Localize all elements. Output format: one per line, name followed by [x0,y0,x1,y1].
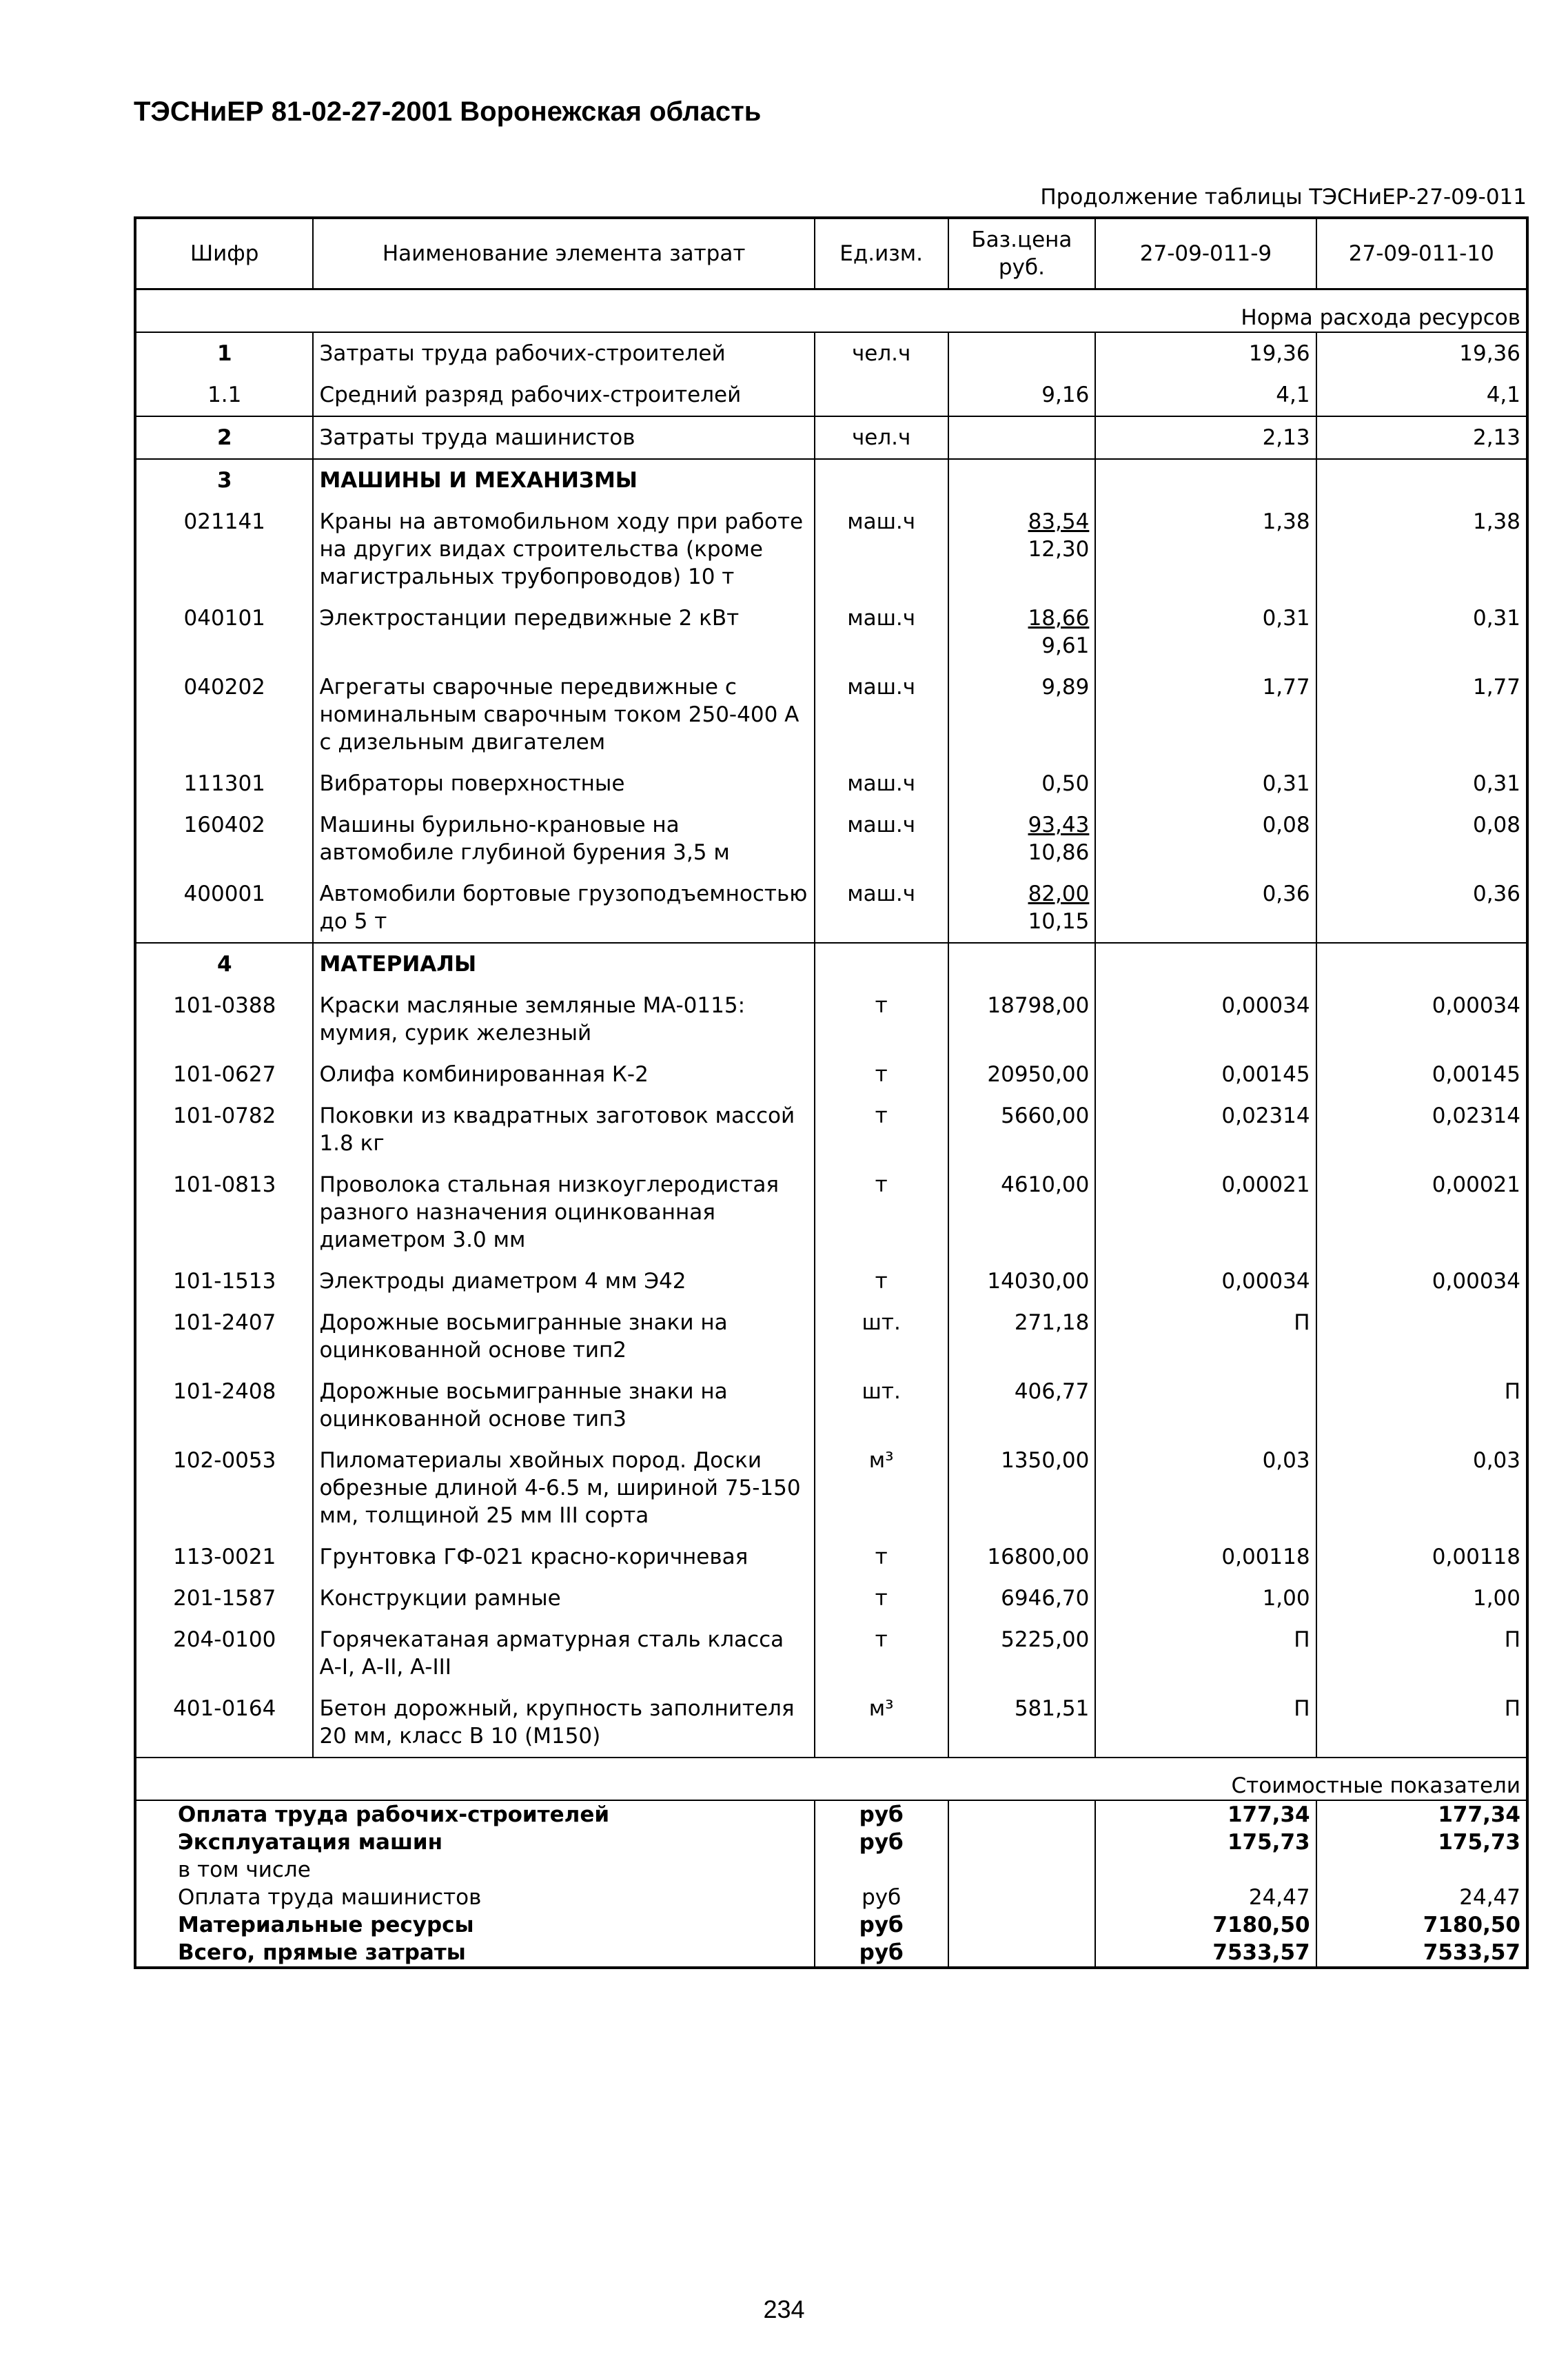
resource-code: 101-0813 [135,1164,313,1261]
total-name: Оплата труда машинистов [135,1884,815,1911]
resource-norms-table [134,216,1529,1969]
table-row [135,598,1527,666]
resource-name: Электроды диаметром 4 мм Э42 [313,1261,814,1302]
resource-code: 101-2408 [135,1371,313,1440]
unit: т [815,985,948,1054]
page-number: 234 [763,2295,805,2323]
price-value: 18,66 [1028,606,1090,631]
table-row [135,666,1527,763]
norm-27-09-011-9: П [1095,1302,1316,1371]
empty-cell [948,943,1096,985]
norm-27-09-011-10: 0,00034 [1316,985,1527,1054]
empty-cell [1316,943,1527,985]
norm-27-09-011-10: 1,00 [1316,1578,1527,1619]
resource-name: Вибраторы поверхностные [313,763,814,804]
resource-name: Затраты труда машинистов [313,416,814,459]
unit: маш.ч [815,501,948,598]
empty-cell [1316,459,1527,501]
total-row [135,1856,1527,1884]
resource-name: Средний разряд рабочих-строителей [313,374,814,416]
price-value: 20950,00 [987,1062,1090,1087]
price-value: 18798,00 [987,993,1090,1018]
base-price [948,501,1096,598]
table-row [135,804,1527,873]
resource-name: МАТЕРИАЛЫ [313,943,814,985]
resource-name: Краны на автомобильном ходу при работе на других видах строительства (кроме магистральных трубопроводов) 10 т [313,501,814,598]
table-row [135,1302,1527,1371]
total-row [135,1939,1527,1968]
total-27-09-011-10: 177,34 [1316,1800,1527,1829]
base-price [948,1095,1096,1164]
unit: м³ [815,1440,948,1536]
total-name: Оплата труда рабочих-строителей [135,1800,815,1829]
unit: маш.ч [815,598,948,666]
price-labor-value: 9,61 [1041,633,1090,658]
base-price [948,1164,1096,1261]
total-name: Эксплуатация машин [135,1829,815,1856]
table-row [135,1536,1527,1578]
base-price [948,332,1096,374]
norm-27-09-011-10: 0,36 [1316,873,1527,943]
price-value: 406,77 [1014,1379,1090,1404]
norm-27-09-011-9: 0,00034 [1095,985,1316,1054]
empty-cell [948,1800,1096,1829]
total-row [135,1829,1527,1856]
price-value: 5660,00 [1001,1103,1090,1128]
price-value: 271,18 [1014,1310,1090,1335]
table-row [135,1619,1527,1688]
norm-27-09-011-10: 0,02314 [1316,1095,1527,1164]
section-row [135,459,1527,501]
resource-name: Краски масляные земляные МА-0115: мумия, сурик железный [313,985,814,1054]
table-row [135,416,1527,459]
table-row [135,1095,1527,1164]
norm-27-09-011-10 [1316,1302,1527,1371]
unit: чел.ч [815,416,948,459]
total-unit [815,1856,948,1884]
total-27-09-011-10: 175,73 [1316,1829,1527,1856]
table-row [135,374,1527,416]
resource-code: 101-2407 [135,1302,313,1371]
unit: маш.ч [815,873,948,943]
base-price [948,1619,1096,1688]
total-27-09-011-9: 177,34 [1095,1800,1316,1829]
cost-band-row [135,1758,1527,1800]
unit: чел.ч [815,332,948,374]
unit: шт. [815,1371,948,1440]
price-value: 14030,00 [987,1269,1090,1294]
column-header: Ед.изм. [815,218,948,289]
table-row [135,763,1527,804]
empty-cell [815,459,948,501]
base-price [948,1688,1096,1758]
total-27-09-011-9: 24,47 [1095,1884,1316,1911]
table-row [135,1578,1527,1619]
section-row [135,943,1527,985]
norm-27-09-011-10: 1,38 [1316,501,1527,598]
norm-27-09-011-9: 0,00034 [1095,1261,1316,1302]
base-price [948,374,1096,416]
resource-code: 040202 [135,666,313,763]
price-labor-value: 10,15 [1028,909,1090,934]
price-value: 9,16 [1041,383,1090,407]
total-row [135,1800,1527,1829]
table-row [135,332,1527,374]
norm-27-09-011-10: 19,36 [1316,332,1527,374]
norm-27-09-011-9: 0,00118 [1095,1536,1316,1578]
unit: т [815,1536,948,1578]
norm-27-09-011-10: 4,1 [1316,374,1527,416]
price-value: 16800,00 [987,1545,1090,1569]
unit: т [815,1619,948,1688]
table-row [135,873,1527,943]
total-unit: руб [815,1829,948,1856]
norm-27-09-011-9: 0,08 [1095,804,1316,873]
empty-cell [948,1939,1096,1968]
norma-label: Норма расхода ресурсов [135,289,1527,333]
norm-27-09-011-9 [1095,1371,1316,1440]
base-price [948,1302,1096,1371]
empty-cell [815,943,948,985]
norm-27-09-011-9: 0,00021 [1095,1164,1316,1261]
table-row [135,1371,1527,1440]
base-price [948,985,1096,1054]
base-price [948,1536,1096,1578]
base-price [948,1054,1096,1095]
resource-name: Олифа комбинированная К-2 [313,1054,814,1095]
unit: маш.ч [815,763,948,804]
column-header: 27-09-011-10 [1316,218,1527,289]
total-27-09-011-10 [1316,1856,1527,1884]
norm-27-09-011-9: 0,31 [1095,598,1316,666]
resource-name: Горячекатаная арматурная сталь класса А-I, А-II, А-III [313,1619,814,1688]
norm-27-09-011-9: 2,13 [1095,416,1316,459]
unit [815,374,948,416]
total-27-09-011-9 [1095,1856,1316,1884]
norm-27-09-011-9: П [1095,1619,1316,1688]
total-row [135,1911,1527,1939]
resource-name: Проволока стальная низкоуглеродистая разного назначения оцинкованная диаметром 3.0 мм [313,1164,814,1261]
base-price [948,873,1096,943]
norm-27-09-011-9: 1,00 [1095,1578,1316,1619]
base-price [948,666,1096,763]
resource-code: 040101 [135,598,313,666]
table-row [135,501,1527,598]
table-row [135,1054,1527,1095]
resource-code: 2 [135,416,313,459]
table-row [135,1164,1527,1261]
resource-name: Затраты труда рабочих-строителей [313,332,814,374]
norm-27-09-011-10: 0,00021 [1316,1164,1527,1261]
norm-27-09-011-9: 0,31 [1095,763,1316,804]
resource-code: 102-0053 [135,1440,313,1536]
base-price [948,416,1096,459]
resource-name: Машины бурильно-крановые на автомобиле глубиной бурения 3,5 м [313,804,814,873]
unit: т [815,1095,948,1164]
price-value: 5225,00 [1001,1627,1090,1652]
total-27-09-011-9: 7180,50 [1095,1911,1316,1939]
norm-27-09-011-9: 0,03 [1095,1440,1316,1536]
resource-code: 101-1513 [135,1261,313,1302]
norm-27-09-011-10: П [1316,1619,1527,1688]
resource-name: Автомобили бортовые грузоподъемностью до 5 т [313,873,814,943]
resource-code: 1 [135,332,313,374]
total-27-09-011-10: 7180,50 [1316,1911,1527,1939]
price-value: 581,51 [1014,1696,1090,1721]
table-row [135,1688,1527,1758]
total-unit: руб [815,1911,948,1939]
empty-cell [948,1884,1096,1911]
resource-code: 111301 [135,763,313,804]
norm-27-09-011-9: 0,00145 [1095,1054,1316,1095]
empty-cell [1095,459,1316,501]
norm-27-09-011-9: 19,36 [1095,332,1316,374]
resource-name: Бетон дорожный, крупность заполнителя 20 мм, класс В 10 (М150) [313,1688,814,1758]
resource-code: 401-0164 [135,1688,313,1758]
column-header: Наименование элемента затрат [313,218,814,289]
total-27-09-011-9: 7533,57 [1095,1939,1316,1968]
document-title: ТЭСНиЕР 81-02-27-2001 Воронежская область [134,96,762,127]
norm-27-09-011-9: П [1095,1688,1316,1758]
total-unit: руб [815,1884,948,1911]
base-price [948,763,1096,804]
resource-name: Пиломатериалы хвойных пород. Доски обрезные длиной 4-6.5 м, шириной 75-150 мм, толщиной 25 мм III сорта [313,1440,814,1536]
unit: маш.ч [815,666,948,763]
unit: т [815,1578,948,1619]
norm-27-09-011-10: 0,08 [1316,804,1527,873]
resource-name: Поковки из квадратных заготовок массой 1.8 кг [313,1095,814,1164]
norm-27-09-011-10: 0,00034 [1316,1261,1527,1302]
resource-name: Электростанции передвижные 2 кВт [313,598,814,666]
price-value: 93,43 [1028,813,1090,837]
table-continuation-caption: Продолжение таблицы ТЭСНиЕР-27-09-011 [1040,185,1527,210]
norm-27-09-011-10: 2,13 [1316,416,1527,459]
norm-27-09-011-10: 0,03 [1316,1440,1527,1536]
unit: маш.ч [815,804,948,873]
norma-band-row [135,289,1527,333]
empty-cell [948,1856,1096,1884]
empty-cell [948,1911,1096,1939]
empty-cell [948,1829,1096,1856]
resource-name: Агрегаты сварочные передвижные с номинальным сварочным током 250-400 А с дизельным двигателем [313,666,814,763]
resource-code: 400001 [135,873,313,943]
base-price [948,1371,1096,1440]
resource-code: 1.1 [135,374,313,416]
resource-name: Дорожные восьмигранные знаки на оцинкованной основе тип3 [313,1371,814,1440]
table-header-row [135,218,1527,289]
price-value: 6946,70 [1001,1586,1090,1611]
resource-name: Грунтовка ГФ-021 красно-коричневая [313,1536,814,1578]
norm-27-09-011-9: 1,38 [1095,501,1316,598]
norm-27-09-011-10: 0,31 [1316,763,1527,804]
base-price [948,1440,1096,1536]
price-value: 83,54 [1028,509,1090,534]
norm-27-09-011-10: 0,00145 [1316,1054,1527,1095]
price-labor-value: 10,86 [1028,840,1090,865]
resource-name: МАШИНЫ И МЕХАНИЗМЫ [313,459,814,501]
price-value: 9,89 [1041,675,1090,700]
resource-code: 101-0782 [135,1095,313,1164]
norm-27-09-011-10: 0,31 [1316,598,1527,666]
price-value: 0,50 [1041,771,1090,796]
resource-code: 201-1587 [135,1578,313,1619]
total-unit: руб [815,1939,948,1968]
total-name: Всего, прямые затраты [135,1939,815,1968]
table-row [135,985,1527,1054]
resource-code: 021141 [135,501,313,598]
total-row [135,1884,1527,1911]
resource-code: 3 [135,459,313,501]
empty-cell [948,459,1096,501]
price-value: 4610,00 [1001,1172,1090,1197]
total-unit: руб [815,1800,948,1829]
total-name: в том числе [135,1856,815,1884]
column-header: Баз.цена руб. [948,218,1096,289]
resource-code: 101-0627 [135,1054,313,1095]
total-27-09-011-9: 175,73 [1095,1829,1316,1856]
empty-cell [1095,943,1316,985]
total-name: Материальные ресурсы [135,1911,815,1939]
norm-27-09-011-9: 0,36 [1095,873,1316,943]
column-header: 27-09-011-9 [1095,218,1316,289]
norm-27-09-011-9: 4,1 [1095,374,1316,416]
unit: м³ [815,1688,948,1758]
resource-code: 113-0021 [135,1536,313,1578]
resource-code: 101-0388 [135,985,313,1054]
base-price [948,1578,1096,1619]
base-price [948,598,1096,666]
resource-code: 204-0100 [135,1619,313,1688]
unit: шт. [815,1302,948,1371]
base-price [948,1261,1096,1302]
cost-label: Стоимостные показатели [135,1758,1527,1800]
resource-name: Дорожные восьмигранные знаки на оцинкованной основе тип2 [313,1302,814,1371]
price-value: 1350,00 [1001,1448,1090,1473]
total-27-09-011-10: 7533,57 [1316,1939,1527,1968]
table-row [135,1440,1527,1536]
base-price [948,804,1096,873]
norm-27-09-011-10: 1,77 [1316,666,1527,763]
total-27-09-011-10: 24,47 [1316,1884,1527,1911]
unit: т [815,1054,948,1095]
norm-27-09-011-9: 0,02314 [1095,1095,1316,1164]
unit: т [815,1261,948,1302]
resource-code: 4 [135,943,313,985]
column-header: Шифр [135,218,313,289]
norm-27-09-011-10: 0,00118 [1316,1536,1527,1578]
unit: т [815,1164,948,1261]
table-row [135,1261,1527,1302]
resource-code: 160402 [135,804,313,873]
price-labor-value: 12,30 [1028,537,1090,562]
norm-27-09-011-10: П [1316,1688,1527,1758]
norm-27-09-011-10: П [1316,1371,1527,1440]
resource-name: Конструкции рамные [313,1578,814,1619]
price-value: 82,00 [1028,882,1090,906]
norm-27-09-011-9: 1,77 [1095,666,1316,763]
